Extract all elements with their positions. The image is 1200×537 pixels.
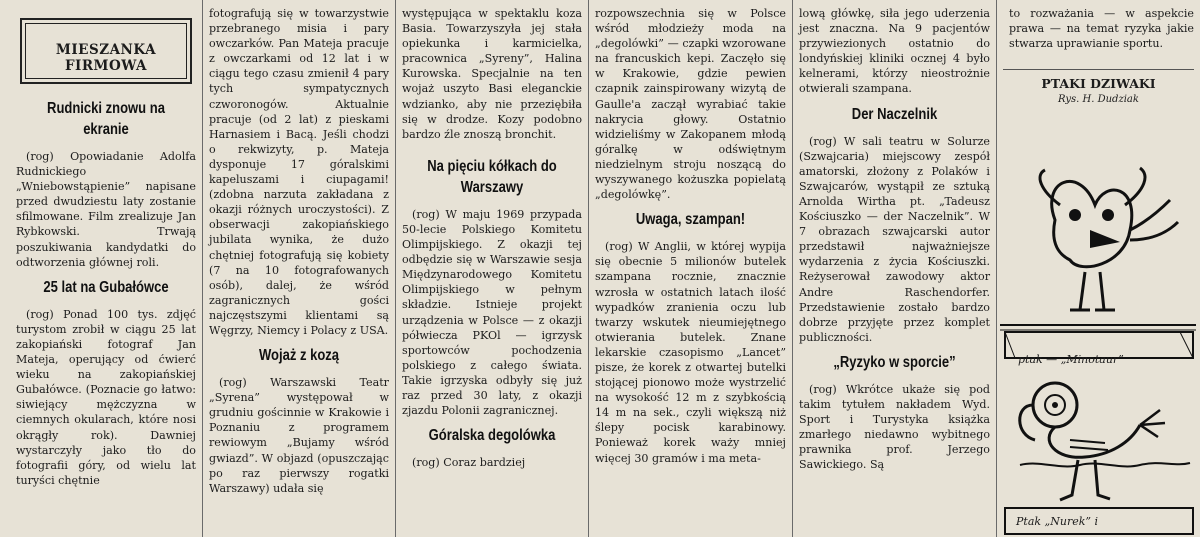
article-ryzyko: (rog) Wkrótce ukaże się pod takim tytułem nakładem Wyd. Sport i Turystyka książka zmarłego niedawno wybitnego prawnika prof. Jerzego Sawickiego. Są	[799, 382, 990, 472]
cartoon-title: PTAKI DZIWAKI	[1041, 76, 1156, 92]
cartoon-minotaur	[1000, 160, 1196, 370]
headline-gubalowka: 25 lat na Gubałówce	[43, 278, 169, 296]
divider	[1003, 69, 1194, 70]
article-ryzyko-cont: to rozważania — w aspekcie prawa — na temat ryzyka jakie stwarza uprawianie sportu.	[1009, 7, 1194, 51]
article-olympic: (rog) W maju 1969 przypada 50-lecie Polskiego Komitetu Olimpijskiego. Z okazji tej odbędzie się w Warszawie sesja Międzynarodowego Komitetu Olimpijskiego w pełnym składzie. Istnieje projekt urządzenia w Polsce — z okazji półwiecza PKOl — igrzysk sportowców pochodzenia polskiego z całego świata. Takie igrzyska odbyły się już raz przed 30 laty, z okazji zjazdu Polonii zagranicznej.	[402, 207, 582, 418]
headline-olympic: Na pięciu kółkach do Warszawy	[427, 157, 557, 196]
cartoon-author: Rys. H. Dudziak	[1058, 94, 1139, 106]
caption-minotaur: ptak — „Minotaur”	[1018, 353, 1124, 366]
column-5	[793, 0, 996, 537]
column-1	[10, 0, 202, 537]
article-degolowka-cont: rozpowszechnia się w Polsce wśród młodzieży moda na „degolówki” — czapki wzorowane na francuskich kepi. Zaczęło się w Krakowie, gdzie pewien czapnik zainspirowany wizytą de Gaulle'a zaczął wyrabiać takie nakrycia głowy. Ostatnio widzieliśmy w Zakopanem młodą góralkę w odświętnym niedzielnym stroju noszącą do wyszywanego kożuszka popielatą „degolówkę”.	[595, 7, 786, 202]
headline-degolowka: Góralska degolówka	[428, 427, 556, 445]
column-3	[396, 0, 588, 537]
cartoon-nurek	[1000, 365, 1196, 537]
article-szampan: (rog) W Anglii, w której wypija się obecnie 5 milionów butelek szampana rocznie, znacznie wzrosła w ostatnich latach ilość wypadków zranienia oczu lub twarzy wskutek nieumiejętnego otwierania butelek. Znane lekarskie czasopismo „Lancet” pisze, że korek z otwartej butelki stojącej pionowo może wystrzelić na wysokość 12 m z szybkością 14 m na sek., czyli większą niż ślepy pocisk karabinowy. Ponieważ korek waży mniej więcej 30 gramów i ma meta-	[595, 240, 786, 465]
article-wojaz: (rog) Warszawski Teatr „Syrena” występował w grudniu gościnnie w Krakowie i Poznaniu z programem rewiowym „Bujamy wśród gwiazd”. W objazd (opuszczając po raz pierwszy rogatki Warszawy) udała się	[209, 376, 389, 495]
column-4	[589, 0, 792, 537]
section-box	[20, 18, 192, 84]
headline-rudnicki: Rudnicki znowu na ekranie	[47, 100, 165, 138]
column-2	[203, 0, 395, 537]
article-wojaz-cont: występująca w spektaklu koza Basia. Towarzyszyła jej stała opiekunka i karmicielka, pracownica „Syreny”, Halina Kurowska. Specjalnie na ten wojaż uszyto Basi eleganckie wdzianko, aby nie przeziębiła się w drodze. Kozy podobno bardzo źle znoszą bronchit.	[402, 7, 582, 141]
section-title: MIESZANKA FIRMOWA	[25, 23, 187, 79]
headline-szampan: Uwaga, szampan!	[635, 211, 746, 229]
article-naczelnik: (rog) W sali teatru w Solurze (Szwajcaria) miejscowy zespół amatorski, złożony z Polaków i Szwajcarów, wystąpił ze sztuką Arnolda Wirtha pt. „Tadeusz Kościuszko — der Naczelnik”. W 7 obrazach szwajcarski autor przedstawił najważniejsze wydarzenia z życia Kościuszki. Reżyserował zawodowy aktor Andre Raschendorfer. Przedstawienie zostało bardzo dobrze przyjęte przez komplet publiczności.	[799, 134, 990, 344]
article-gubalowka-cont: fotografują się w towarzystwie przebranego misia i pary owczarków. Pan Mateja pracuje z owczarkami od 12 lat i w ciągu tego czasu zmienił 4 pary tych sympatycznych czworonogów. Aktualnie pracuje (od 2 lat) z pieskami Harnasiem i Bacą. Jeśli chodzi o rekwizyty, p. Mateja dysponuje 17 góralskimi kapeluszami i ciupagami! (zdobna narzuta zakładana z okazji różnych uroczystości). Z obserwacji zakopiańskiego jubilata wynika, że dużo chętniej fotografują się kobiety (7 na 10 fotografowanych osób), dalej, że wśród zagranicznych gości najczęstszymi klientami są Węgrzy, Niemcy i Polacy z USA.	[209, 7, 389, 337]
headline-ryzyko: „Ryzyko w sporcie”	[833, 353, 956, 371]
caption-nurek: Ptak „Nurek” i	[1016, 515, 1099, 528]
headline-wojaz: Wojaż z kozą	[258, 347, 340, 365]
article-rudnicki: (rog) Opowiadanie Adolfa Rudnickiego „Wniebowstąpienie” napisane przed dwudziestu laty zostanie sfilmowane. Film zrealizuje Jan Rybkowski. Trwają poszukiwania kandydatki do odtworzenia głównej roli.	[16, 150, 196, 269]
headline-naczelnik: Der Naczelnik	[851, 105, 938, 123]
article-degolowka: (rog) Coraz bardziej	[412, 456, 526, 470]
article-gubalowka: (rog) Ponad 100 tys. zdjęć turystom zrobił w ciągu 25 lat zakopiański fotograf Jan Mateja, operujący od ćwierć wieku na zakopiańskiej Gubałówce. (Poznacie go łatwo: siwiejący mężczyzna w ciemnych okularach, które nosi okrągły rok). Dawniej wystarczyły jako tło do fotografii góry, od wielu lat turyści chętnie	[16, 307, 196, 487]
article-szampan-cont: lową główkę, siła jego uderzenia jest znaczna. Na 9 pacjentów przywiezionych ostatnio do londyńskiej kliniki ocznej 4 było kelnerami, którzy nieostrożnie otwierali szampana.	[799, 7, 990, 96]
